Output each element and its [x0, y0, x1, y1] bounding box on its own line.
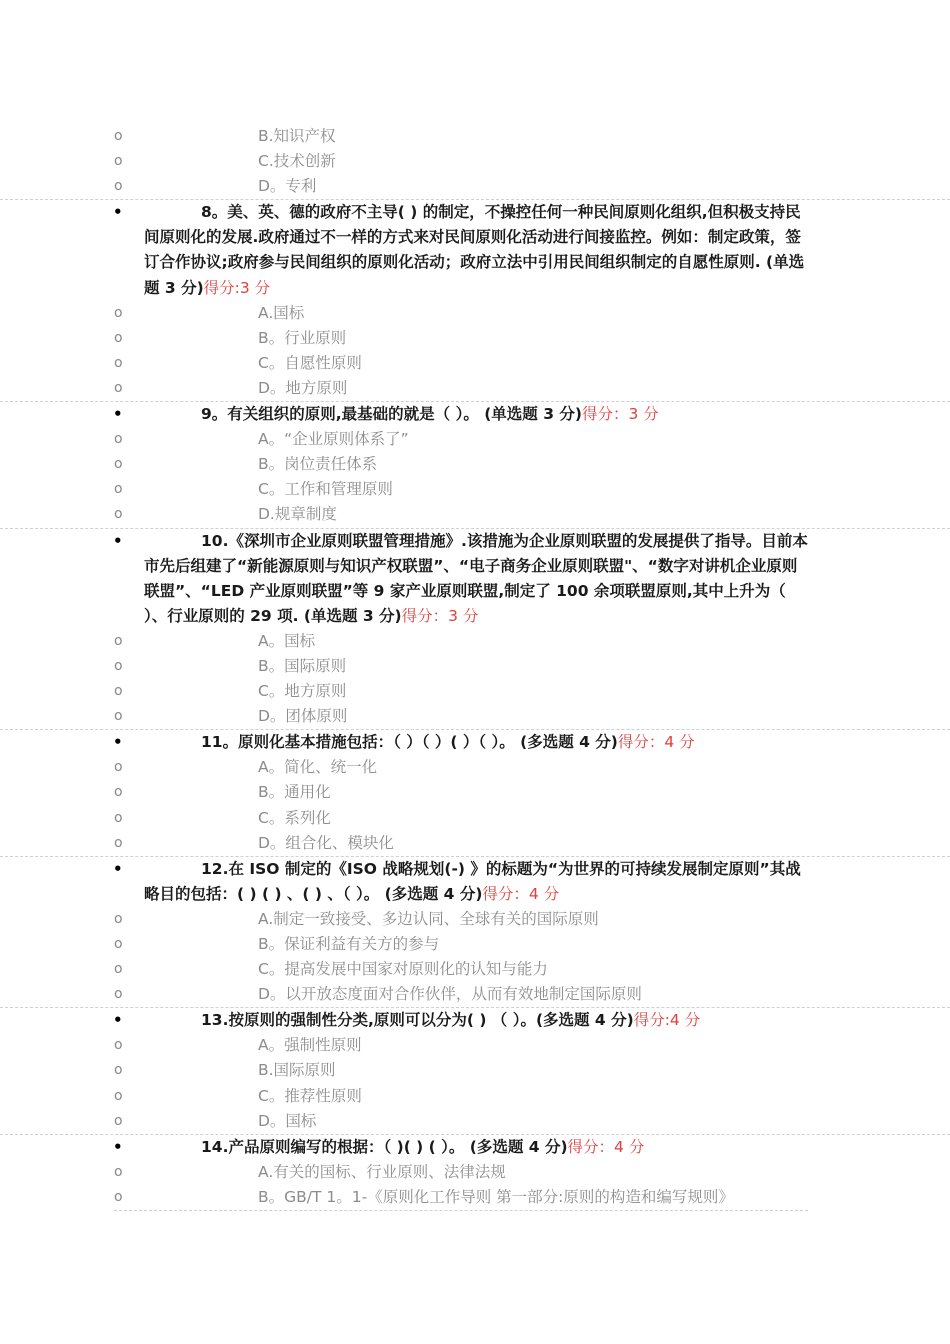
option-text: C。工作和管理原则 [258, 480, 393, 499]
option-row [0, 1084, 950, 1109]
question-row [0, 528, 950, 629]
option-row [0, 1185, 950, 1210]
option-text: B.国际原则 [258, 1061, 336, 1080]
option-bullet-icon: o [114, 354, 123, 371]
option-bullet-icon: o [114, 329, 123, 346]
question-body: 10.《深圳市企业原则联盟管理措施》.该措施为企业原则联盟的发展提供了指导。目前本市先后组建了“新能源原则与知识产权联盟”、“电子商务企业原则联盟"、“数字对讲机企业原则联盟”、“LED 产业原则联盟”等 9 家产业原则联盟,制定了 100 余项联盟原则,其中上升为（ ）、行业原则的 29 项. (单选题 3 分) [144, 531, 808, 625]
option-bullet-icon: o [114, 936, 123, 952]
option-text: C。自愿性原则 [258, 353, 362, 372]
question-body: 14.产品原则编写的根据：（ )( ) ( ）。 (多选题 4 分) [201, 1137, 568, 1156]
option-text: D。以开放态度面对合作伙伴，从而有效地制定国际原则 [258, 985, 642, 1004]
question-bullet-icon: • [113, 733, 123, 752]
option-row [0, 982, 950, 1007]
option-text: B。通用化 [258, 783, 331, 802]
option-bullet-icon: o [114, 153, 123, 170]
option-row [0, 957, 950, 982]
score-label: 得分：3 分 [401, 606, 479, 625]
question-body: 12.在 ISO 制定的《ISO 战略规划(-) 》的标题为“为世界的可持续发展制定原则”其战略目的包括：( ) ( ) 、( ) 、（ ）。 (多选题 4 分) [144, 859, 801, 903]
option-row [0, 174, 950, 199]
score-label: 得分：4 分 [567, 1137, 645, 1156]
option-row [0, 780, 950, 805]
question-body: 11。原则化基本措施包括：（ ）（ ）( ）（ ）。 (多选题 4 分) [201, 733, 618, 752]
question-list [0, 124, 950, 1211]
question-body: 8。美、英、德的政府不主导( ) 的制定，不操控任何一种民间原则化组织,但积极支持民间原则化的发展.政府通过不一样的方式来对民间原则化活动进行间接监控。例如：制定政策，签订合作协议;政府参与民间组织的原则化活动；政府立法中引用民间组织制定的自愿性原则. (单选题 3 分) [144, 203, 805, 297]
option-bullet-icon: o [114, 1163, 123, 1180]
option-text: B。GB/T 1。1-《原则化工作导则 第一部分:原则的构造和编写规则》 [258, 1187, 734, 1206]
option-bullet-icon: o [114, 784, 123, 801]
option-text: B.知识产权 [258, 127, 336, 145]
option-text: D。国标 [258, 1111, 317, 1130]
option-row [0, 654, 950, 679]
question-bullet-icon: • [113, 203, 123, 222]
divider [114, 1210, 808, 1211]
option-bullet-icon: o [114, 178, 123, 195]
option-text: A。国标 [258, 631, 316, 650]
question-bullet-icon: • [113, 405, 123, 424]
option-text: B。行业原则 [258, 328, 347, 347]
score-label: 得分:3 分 [203, 278, 271, 297]
option-row [0, 1160, 950, 1185]
option-row [0, 679, 950, 704]
option-text: C。推荐性原则 [258, 1086, 362, 1105]
option-row [0, 326, 950, 351]
option-bullet-icon: o [114, 657, 123, 674]
question-row [0, 199, 950, 300]
option-text: A。强制性原则 [258, 1036, 362, 1055]
option-text: D.规章制度 [258, 505, 337, 524]
option-row [0, 831, 950, 856]
option-bullet-icon: o [114, 128, 123, 144]
option-text: A.制定一致接受、多边认同、全球有关的国际原则 [258, 909, 599, 928]
score-label: 得分:4 分 [633, 1011, 701, 1030]
question-body: 9。有关组织的原则,最基础的就是（ ）。 (单选题 3 分) [201, 405, 582, 424]
option-text: A。“企业原则体系了” [258, 430, 409, 449]
option-text: C.技术创新 [258, 152, 336, 171]
option-row [0, 124, 950, 149]
option-row [0, 629, 950, 654]
option-bullet-icon: o [114, 506, 123, 523]
option-text: A.有关的国标、行业原则、法律法规 [258, 1162, 506, 1181]
option-text: C。地方原则 [258, 682, 347, 701]
question-text [144, 200, 810, 300]
option-text: A。简化、统一化 [258, 758, 378, 777]
option-bullet-icon: o [114, 379, 123, 396]
option-bullet-icon: o [114, 481, 123, 498]
option-text: A.国标 [258, 303, 305, 322]
score-label: 得分：3 分 [581, 405, 659, 424]
question-row [0, 401, 950, 427]
option-bullet-icon: o [114, 1087, 123, 1104]
option-row [0, 351, 950, 376]
question-body: 13.按原则的强制性分类,原则可以分为( ) （ ）。(多选题 4 分) [201, 1011, 634, 1030]
question-bullet-icon: • [113, 1011, 123, 1030]
option-row [0, 806, 950, 831]
question-row [0, 1007, 950, 1033]
option-bullet-icon: o [114, 1062, 123, 1079]
option-row [0, 1109, 950, 1134]
option-bullet-icon: o [114, 431, 123, 448]
option-text: D。专利 [258, 177, 317, 196]
question-text [144, 529, 810, 629]
option-row [0, 477, 950, 502]
question-text [144, 730, 810, 755]
option-row [0, 1033, 950, 1058]
question-row [0, 1134, 950, 1160]
option-bullet-icon: o [114, 632, 123, 649]
question-bullet-icon: • [113, 531, 123, 550]
question-bullet-icon: • [113, 1137, 123, 1156]
option-bullet-icon: o [114, 683, 123, 700]
option-row [0, 932, 950, 957]
option-bullet-icon: o [114, 809, 123, 826]
option-text: B。国际原则 [258, 656, 347, 675]
option-row [0, 452, 950, 477]
question-bullet-icon: • [113, 859, 123, 878]
option-text: D。地方原则 [258, 378, 348, 397]
option-text: D。团体原则 [258, 707, 348, 726]
option-text: C。提高发展中国家对原则化的认知与能力 [258, 960, 548, 979]
option-bullet-icon: o [114, 910, 123, 927]
option-row [0, 1058, 950, 1083]
question-text [144, 402, 810, 427]
question-text [144, 1008, 810, 1033]
option-bullet-icon: o [114, 759, 123, 776]
question-text [144, 1135, 810, 1160]
question-row [0, 856, 950, 907]
option-row [0, 502, 950, 527]
option-bullet-icon: o [114, 708, 123, 725]
option-bullet-icon: o [114, 1037, 123, 1054]
option-row [0, 149, 950, 174]
option-row [0, 301, 950, 326]
option-text: B。岗位责任体系 [258, 455, 378, 474]
option-row [0, 907, 950, 932]
option-bullet-icon: o [114, 834, 123, 851]
option-bullet-icon: o [114, 1188, 123, 1205]
question-row [0, 729, 950, 755]
question-text [144, 857, 810, 907]
option-bullet-icon: o [114, 1112, 123, 1129]
option-bullet-icon: o [114, 986, 123, 1003]
option-row [0, 376, 950, 401]
option-text: C。系列化 [258, 808, 331, 827]
option-row [0, 427, 950, 452]
option-bullet-icon: o [114, 961, 123, 978]
option-row [0, 755, 950, 780]
score-label: 得分：4 分 [617, 733, 695, 752]
option-text: D。组合化、模块化 [258, 833, 394, 852]
option-row [0, 704, 950, 729]
option-bullet-icon: o [114, 456, 123, 473]
option-text: B。保证利益有关方的参与 [258, 935, 440, 953]
option-bullet-icon: o [114, 304, 123, 321]
score-label: 得分：4 分 [482, 884, 560, 903]
